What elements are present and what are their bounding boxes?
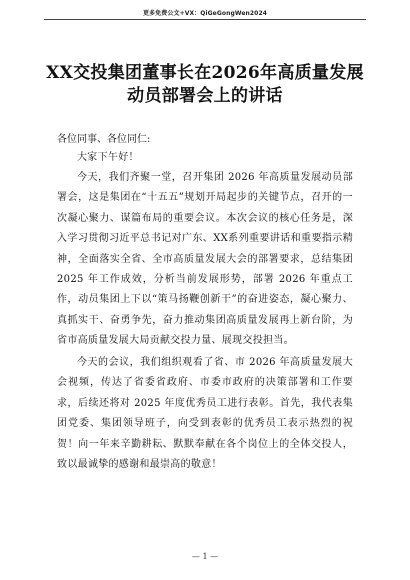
title-line-2: 动员部署会上的讲话 bbox=[127, 86, 283, 106]
paragraph-greeting: 大家下午好！ bbox=[77, 152, 139, 163]
document-title bbox=[40, 62, 370, 108]
paragraph-meeting-review: 今天的会议，我们组织观看了省、市 2026 年高质量发展大会视频，传达了省委省政府、市委市政府的决策部署和工作要求，后续还将对 2025 年度优秀员工进行表彰。首先，我代表集团党委、集团领导班子，向受到表彰的优秀员工表示热烈的祝贺！向一年来辛勤耕耘、默默奉献在各个岗位上的全体交投人，致以最诚挚的感谢和最崇高的敬意！ bbox=[57, 357, 353, 471]
header-divider bbox=[44, 19, 366, 20]
page-header-watermark: 更多免费公文+VX：QiGeGongWen2024 bbox=[142, 10, 267, 17]
page-number: — 1 — bbox=[191, 552, 219, 561]
title-line-1: XX交投集团董事长在2026年高质量发展 bbox=[46, 63, 364, 83]
salutation: 各位同事、各位同仁: bbox=[57, 134, 151, 145]
paragraph-purpose: 今天，我们齐聚一堂，召开集团 2026 年高质量发展动员部署会，这是集团在“十五五”规划开局起步的关键节点，召开的一次凝心聚力、谋篇布局的重要会议。本次会议的核心任务是，深入学习贯彻习近平总书记对广东、XX系列重要讲话和重要指示精神，全面落实全省、全市高质量发展大会的部署要求，总结集团 2025 年工作成效，分析当前发展形势，部署 2026 年重点工作，动员集团上下以“策马扬鞭创新干”的奋进姿态，凝心聚力、真抓实干、奋勇争先，奋力推动集团高质量发展再上新台阶，为省市高质量发展大局贡献交投力量、展现交投担当。 bbox=[57, 172, 353, 347]
